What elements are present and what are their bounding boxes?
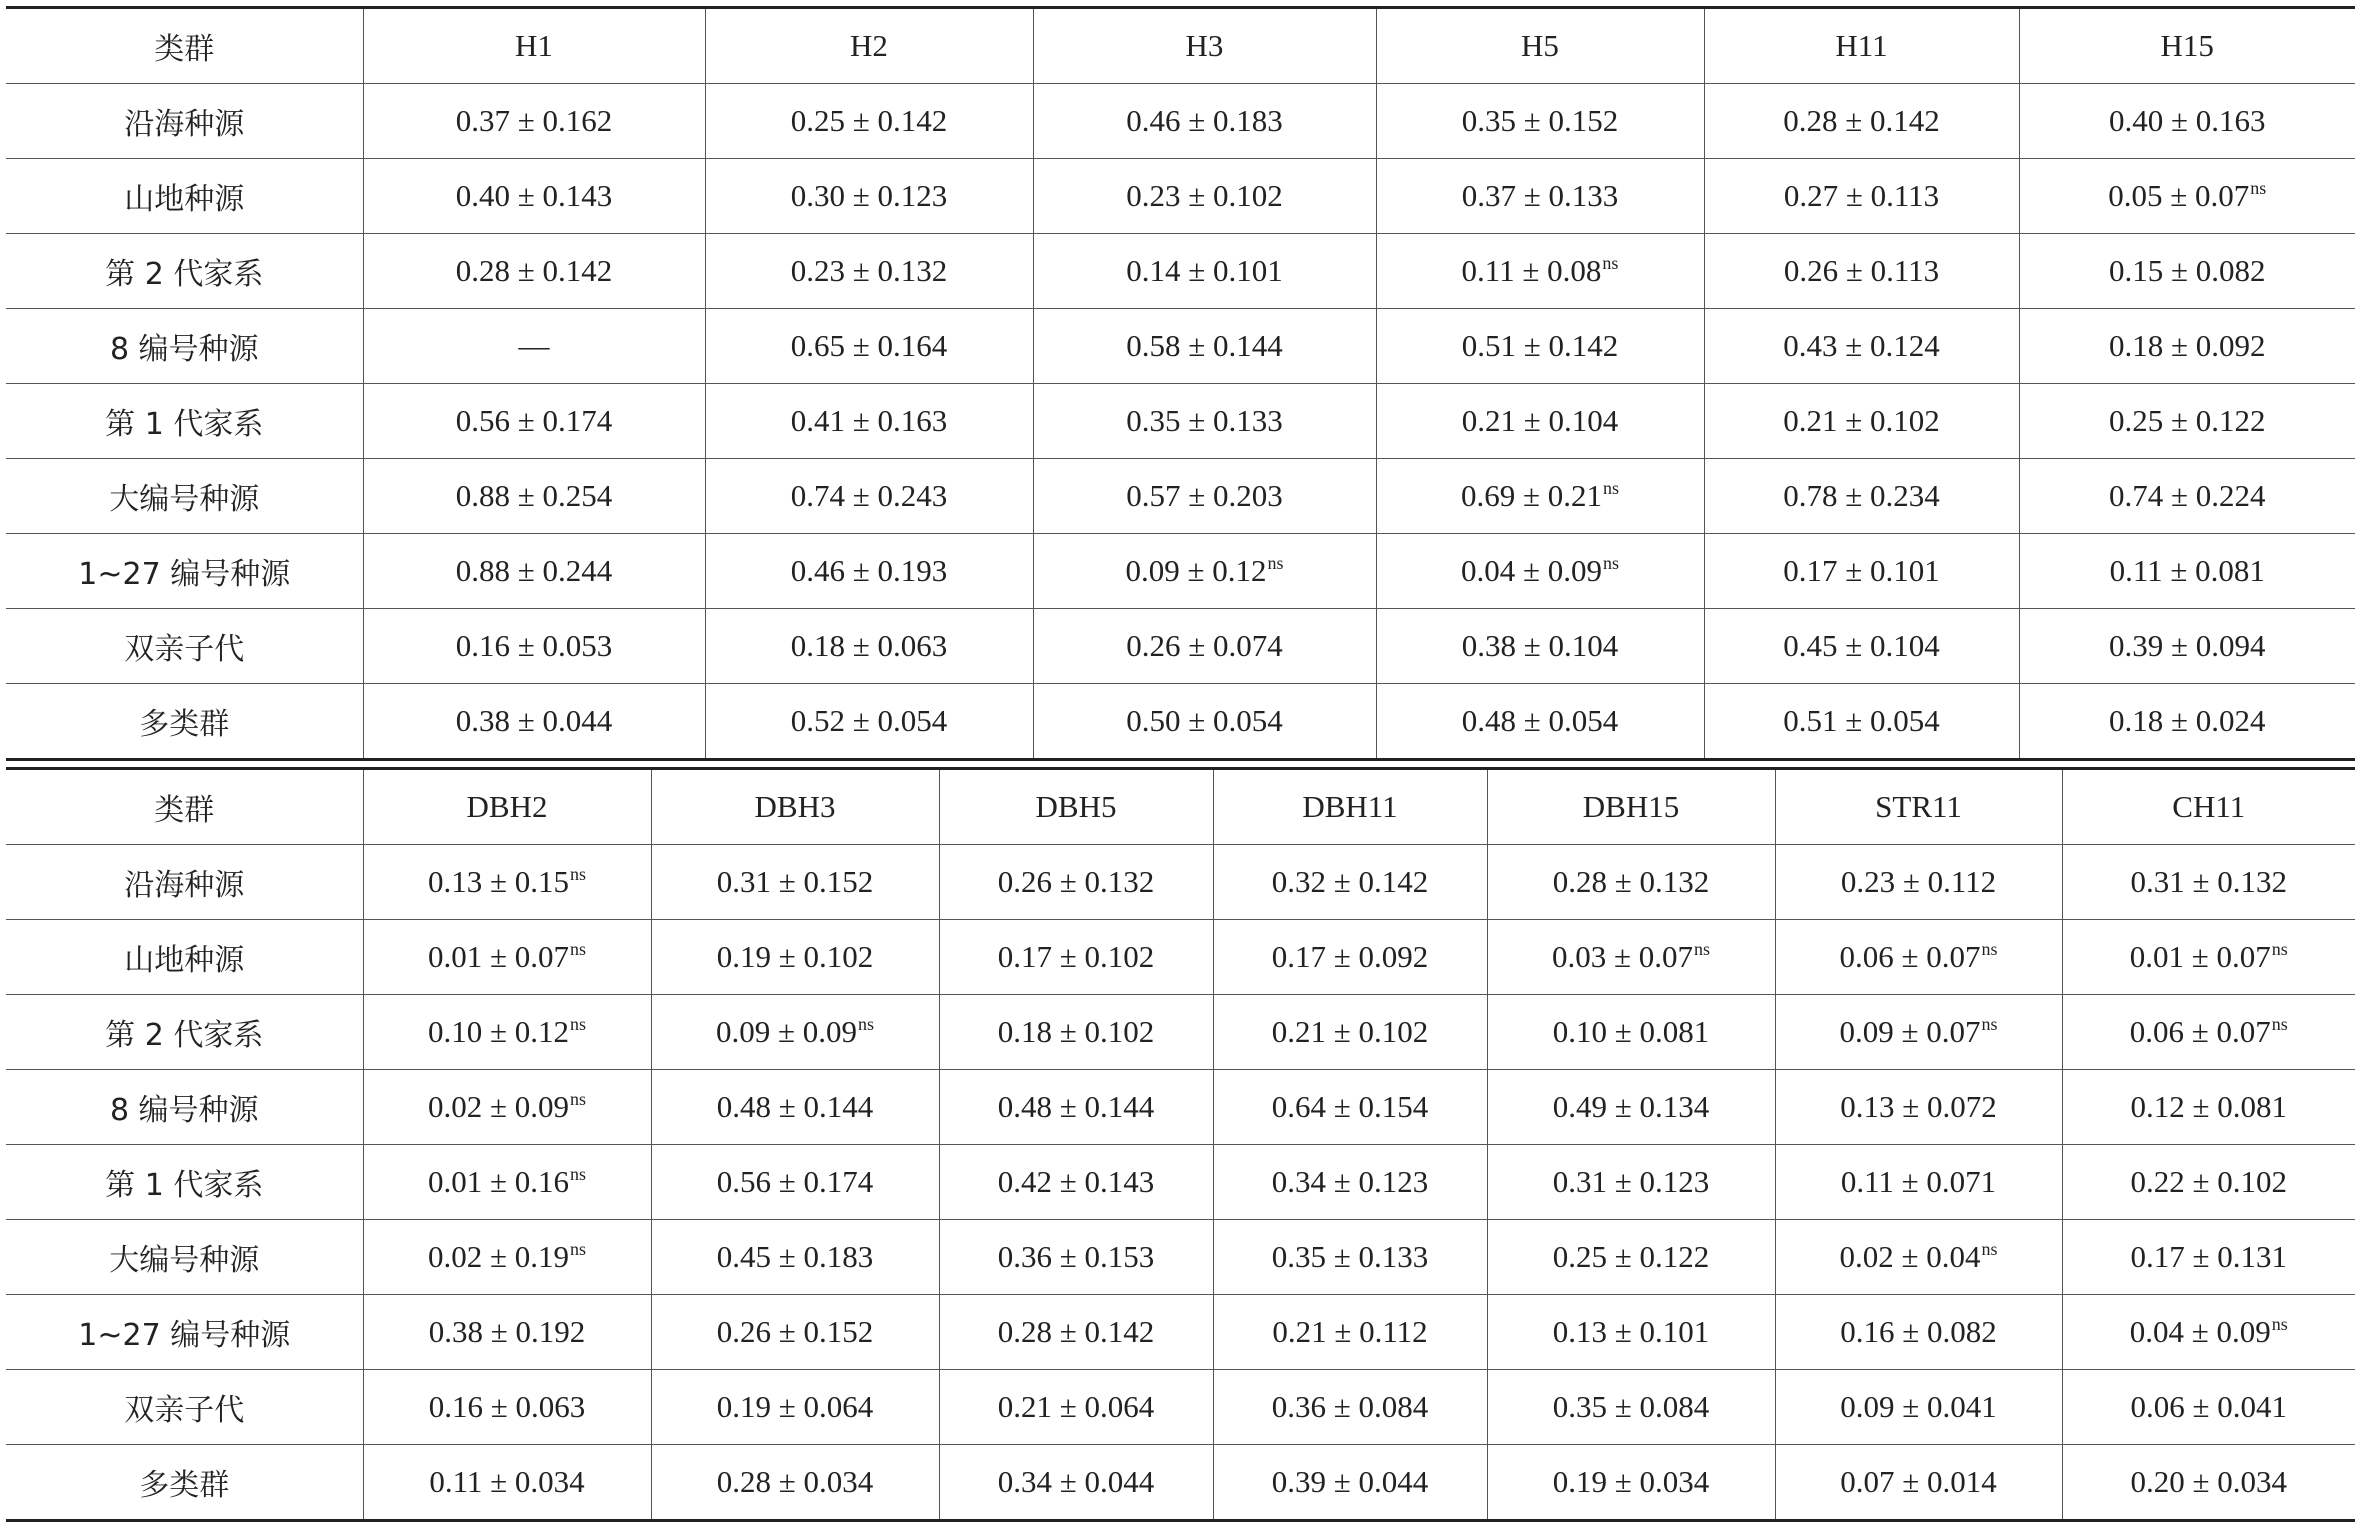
- significance-marker: ns: [2271, 1314, 2288, 1334]
- significance-marker: ns: [570, 1089, 587, 1109]
- value-cell: 0.27 ± 0.113: [1704, 159, 2019, 234]
- value-cell: 0.30 ± 0.123: [705, 159, 1033, 234]
- row-label: 8 编号种源: [6, 309, 363, 384]
- value-cell: 0.88 ± 0.244: [363, 534, 705, 609]
- value-cell: 0.38 ± 0.192: [363, 1295, 651, 1370]
- row-label: 双亲子代: [6, 1370, 363, 1445]
- value-cell: 0.34 ± 0.123: [1213, 1145, 1487, 1220]
- value-cell: 0.34 ± 0.044: [939, 1445, 1213, 1521]
- value-cell: 0.21 ± 0.102: [1213, 995, 1487, 1070]
- value-cell: $0.11 \pm 0.08^{ns}$: [1376, 234, 1704, 309]
- value-cell: 0.26 ± 0.152: [651, 1295, 939, 1370]
- value-cell: 0.28 ± 0.142: [1704, 84, 2019, 159]
- value-cell: 0.32 ± 0.142: [1213, 845, 1487, 920]
- value-cell: 0.20 ± 0.034: [2062, 1445, 2355, 1521]
- value-cell: 0.39 ± 0.094: [2019, 609, 2355, 684]
- table-row: [6, 534, 2355, 609]
- value-cell: 0.31 ± 0.132: [2062, 845, 2355, 920]
- column-header-dbh11: DBH11: [1213, 769, 1487, 845]
- table-row: [6, 920, 2355, 995]
- value-cell: $0.02 \pm 0.09^{ns}$: [363, 1070, 651, 1145]
- table-row: [6, 384, 2355, 459]
- significance-marker: ns: [1981, 939, 1998, 959]
- table-row: [6, 1145, 2355, 1220]
- value-cell: $0.69 \pm 0.21^{ns}$: [1376, 459, 1704, 534]
- value-cell: 0.40 ± 0.143: [363, 159, 705, 234]
- value-cell: 0.31 ± 0.123: [1487, 1145, 1775, 1220]
- row-label: 山地种源: [6, 920, 363, 995]
- value-cell: 0.17 ± 0.102: [939, 920, 1213, 995]
- value-cell: 0.21 ± 0.104: [1376, 384, 1704, 459]
- value-cell: 0.23 ± 0.112: [1775, 845, 2062, 920]
- value-cell: 0.51 ± 0.142: [1376, 309, 1704, 384]
- value-cell: $0.05 \pm 0.07^{ns}$: [2019, 159, 2355, 234]
- significance-marker: ns: [570, 1164, 587, 1184]
- value-cell: 0.57 ± 0.203: [1033, 459, 1376, 534]
- value-cell: 0.40 ± 0.163: [2019, 84, 2355, 159]
- column-header-h11: H11: [1704, 8, 2019, 84]
- value-cell: 0.21 ± 0.112: [1213, 1295, 1487, 1370]
- significance-marker: ns: [2271, 939, 2288, 959]
- row-label: 多类群: [6, 1445, 363, 1521]
- value-cell: 0.26 ± 0.132: [939, 845, 1213, 920]
- value-cell: $0.04 \pm 0.09^{ns}$: [1376, 534, 1704, 609]
- row-label: 沿海种源: [6, 84, 363, 159]
- value-cell: 0.78 ± 0.234: [1704, 459, 2019, 534]
- value-cell: 0.42 ± 0.143: [939, 1145, 1213, 1220]
- column-header-dbh15: DBH15: [1487, 769, 1775, 845]
- row-label: 8 编号种源: [6, 1070, 363, 1145]
- value-cell: 0.37 ± 0.133: [1376, 159, 1704, 234]
- table-body: [6, 845, 2355, 1521]
- value-cell: 0.15 ± 0.082: [2019, 234, 2355, 309]
- value-cell: 0.21 ± 0.064: [939, 1370, 1213, 1445]
- row-label: 大编号种源: [6, 459, 363, 534]
- value-cell: 0.13 ± 0.101: [1487, 1295, 1775, 1370]
- value-cell: $0.06 \pm 0.07^{ns}$: [1775, 920, 2062, 995]
- table-row: [6, 1295, 2355, 1370]
- value-cell: 0.14 ± 0.101: [1033, 234, 1376, 309]
- significance-marker: ns: [570, 939, 587, 959]
- value-cell: 0.17 ± 0.092: [1213, 920, 1487, 995]
- row-label: 1~27 编号种源: [6, 534, 363, 609]
- significance-marker: ns: [2250, 178, 2267, 198]
- table-header: [6, 8, 2355, 84]
- value-cell: 0.17 ± 0.101: [1704, 534, 2019, 609]
- row-label: 第 1 代家系: [6, 384, 363, 459]
- value-cell: 0.18 ± 0.102: [939, 995, 1213, 1070]
- value-cell: $0.01 \pm 0.07^{ns}$: [363, 920, 651, 995]
- row-label: 双亲子代: [6, 609, 363, 684]
- header-row: [6, 8, 2355, 84]
- significance-marker: ns: [1602, 253, 1619, 273]
- value-cell: 0.25 ± 0.122: [1487, 1220, 1775, 1295]
- value-cell: 0.17 ± 0.131: [2062, 1220, 2355, 1295]
- value-cell: $0.01 \pm 0.16^{ns}$: [363, 1145, 651, 1220]
- value-cell: 0.41 ± 0.163: [705, 384, 1033, 459]
- value-cell: 0.35 ± 0.084: [1487, 1370, 1775, 1445]
- value-cell: 0.21 ± 0.102: [1704, 384, 2019, 459]
- table-header: [6, 769, 2355, 845]
- table-row: [6, 845, 2355, 920]
- value-cell: 0.31 ± 0.152: [651, 845, 939, 920]
- table-body: [6, 84, 2355, 760]
- row-label: 沿海种源: [6, 845, 363, 920]
- document-page: [6, 6, 2355, 1522]
- value-cell: 0.22 ± 0.102: [2062, 1145, 2355, 1220]
- table-row: [6, 1445, 2355, 1521]
- height-heritability-table: [6, 6, 2355, 761]
- row-label: 大编号种源: [6, 1220, 363, 1295]
- table-row: [6, 309, 2355, 384]
- value-cell: 0.16 ± 0.082: [1775, 1295, 2062, 1370]
- value-cell: 0.36 ± 0.084: [1213, 1370, 1487, 1445]
- column-header-dbh3: DBH3: [651, 769, 939, 845]
- value-cell: 0.25 ± 0.122: [2019, 384, 2355, 459]
- value-cell: 0.56 ± 0.174: [651, 1145, 939, 1220]
- significance-marker: ns: [1267, 553, 1284, 573]
- value-cell: $0.04 \pm 0.09^{ns}$: [2062, 1295, 2355, 1370]
- value-cell: 0.28 ± 0.132: [1487, 845, 1775, 920]
- significance-marker: ns: [1981, 1239, 1998, 1259]
- value-cell: 0.11 ± 0.071: [1775, 1145, 2062, 1220]
- value-cell: $0.09 \pm 0.12^{ns}$: [1033, 534, 1376, 609]
- value-cell: 0.23 ± 0.132: [705, 234, 1033, 309]
- value-cell: 0.28 ± 0.142: [363, 234, 705, 309]
- value-cell: $0.03 \pm 0.07^{ns}$: [1487, 920, 1775, 995]
- value-cell: $0.09 \pm 0.09^{ns}$: [651, 995, 939, 1070]
- value-cell: 0.16 ± 0.063: [363, 1370, 651, 1445]
- value-cell: 0.38 ± 0.104: [1376, 609, 1704, 684]
- value-cell: 0.25 ± 0.142: [705, 84, 1033, 159]
- value-cell: $0.13 \pm 0.15^{ns}$: [363, 845, 651, 920]
- column-header-h2: H2: [705, 8, 1033, 84]
- dbh-heritability-table: [6, 767, 2355, 1522]
- value-cell: 0.37 ± 0.162: [363, 84, 705, 159]
- value-cell: 0.11 ± 0.081: [2019, 534, 2355, 609]
- value-cell: 0.19 ± 0.102: [651, 920, 939, 995]
- value-cell: 0.18 ± 0.024: [2019, 684, 2355, 760]
- value-cell: 0.45 ± 0.104: [1704, 609, 2019, 684]
- table-row: [6, 1220, 2355, 1295]
- column-header-dbh2: DBH2: [363, 769, 651, 845]
- significance-marker: ns: [1981, 1014, 1998, 1034]
- value-cell: 0.74 ± 0.243: [705, 459, 1033, 534]
- column-header-group: 类群: [6, 769, 363, 845]
- value-cell: 0.46 ± 0.183: [1033, 84, 1376, 159]
- value-cell: 0.23 ± 0.102: [1033, 159, 1376, 234]
- column-header-h5: H5: [1376, 8, 1704, 84]
- column-header-h3: H3: [1033, 8, 1376, 84]
- value-cell: 0.36 ± 0.153: [939, 1220, 1213, 1295]
- value-cell: —: [363, 309, 705, 384]
- table-row: [6, 1370, 2355, 1445]
- value-cell: 0.64 ± 0.154: [1213, 1070, 1487, 1145]
- row-label: 第 2 代家系: [6, 995, 363, 1070]
- significance-marker: ns: [1603, 553, 1620, 573]
- table-row: [6, 234, 2355, 309]
- header-row: [6, 769, 2355, 845]
- significance-marker: ns: [858, 1014, 875, 1034]
- significance-marker: ns: [2271, 1014, 2288, 1034]
- value-cell: 0.43 ± 0.124: [1704, 309, 2019, 384]
- value-cell: 0.10 ± 0.081: [1487, 995, 1775, 1070]
- column-header-ch11: CH11: [2062, 769, 2355, 845]
- value-cell: 0.45 ± 0.183: [651, 1220, 939, 1295]
- value-cell: 0.07 ± 0.014: [1775, 1445, 2062, 1521]
- value-cell: $0.02 \pm 0.04^{ns}$: [1775, 1220, 2062, 1295]
- value-cell: 0.35 ± 0.133: [1033, 384, 1376, 459]
- table-row: [6, 609, 2355, 684]
- value-cell: 0.88 ± 0.254: [363, 459, 705, 534]
- value-cell: 0.19 ± 0.034: [1487, 1445, 1775, 1521]
- value-cell: 0.35 ± 0.152: [1376, 84, 1704, 159]
- table-row: [6, 459, 2355, 534]
- value-cell: 0.13 ± 0.072: [1775, 1070, 2062, 1145]
- value-cell: 0.52 ± 0.054: [705, 684, 1033, 760]
- significance-marker: ns: [570, 1239, 587, 1259]
- table-row: [6, 159, 2355, 234]
- column-header-h15: H15: [2019, 8, 2355, 84]
- table-row: [6, 995, 2355, 1070]
- value-cell: 0.26 ± 0.113: [1704, 234, 2019, 309]
- table-row: [6, 684, 2355, 760]
- table-row: [6, 1070, 2355, 1145]
- value-cell: 0.35 ± 0.133: [1213, 1220, 1487, 1295]
- value-cell: 0.48 ± 0.144: [651, 1070, 939, 1145]
- value-cell: $0.06 \pm 0.07^{ns}$: [2062, 995, 2355, 1070]
- column-header-str11: STR11: [1775, 769, 2062, 845]
- value-cell: 0.28 ± 0.034: [651, 1445, 939, 1521]
- value-cell: $0.01 \pm 0.07^{ns}$: [2062, 920, 2355, 995]
- column-header-group: 类群: [6, 8, 363, 84]
- row-label: 第 2 代家系: [6, 234, 363, 309]
- value-cell: 0.38 ± 0.044: [363, 684, 705, 760]
- value-cell: 0.19 ± 0.064: [651, 1370, 939, 1445]
- significance-marker: ns: [1603, 478, 1620, 498]
- value-cell: 0.28 ± 0.142: [939, 1295, 1213, 1370]
- value-cell: 0.06 ± 0.041: [2062, 1370, 2355, 1445]
- value-cell: $0.09 \pm 0.07^{ns}$: [1775, 995, 2062, 1070]
- table-row: [6, 84, 2355, 159]
- value-cell: 0.65 ± 0.164: [705, 309, 1033, 384]
- value-cell: 0.58 ± 0.144: [1033, 309, 1376, 384]
- value-cell: 0.16 ± 0.053: [363, 609, 705, 684]
- value-cell: 0.46 ± 0.193: [705, 534, 1033, 609]
- value-cell: 0.49 ± 0.134: [1487, 1070, 1775, 1145]
- value-cell: 0.09 ± 0.041: [1775, 1370, 2062, 1445]
- value-cell: $0.02 \pm 0.19^{ns}$: [363, 1220, 651, 1295]
- column-header-dbh5: DBH5: [939, 769, 1213, 845]
- value-cell: 0.50 ± 0.054: [1033, 684, 1376, 760]
- row-label: 1~27 编号种源: [6, 1295, 363, 1370]
- value-cell: 0.12 ± 0.081: [2062, 1070, 2355, 1145]
- value-cell: 0.51 ± 0.054: [1704, 684, 2019, 760]
- value-cell: 0.11 ± 0.034: [363, 1445, 651, 1521]
- value-cell: 0.26 ± 0.074: [1033, 609, 1376, 684]
- significance-marker: ns: [570, 1014, 587, 1034]
- value-cell: 0.39 ± 0.044: [1213, 1445, 1487, 1521]
- significance-marker: ns: [570, 864, 587, 884]
- significance-marker: ns: [1694, 939, 1711, 959]
- row-label: 多类群: [6, 684, 363, 760]
- value-cell: 0.48 ± 0.054: [1376, 684, 1704, 760]
- column-header-h1: H1: [363, 8, 705, 84]
- value-cell: 0.18 ± 0.063: [705, 609, 1033, 684]
- value-cell: $0.10 \pm 0.12^{ns}$: [363, 995, 651, 1070]
- row-label: 山地种源: [6, 159, 363, 234]
- value-cell: 0.48 ± 0.144: [939, 1070, 1213, 1145]
- row-label: 第 1 代家系: [6, 1145, 363, 1220]
- value-cell: 0.56 ± 0.174: [363, 384, 705, 459]
- value-cell: 0.74 ± 0.224: [2019, 459, 2355, 534]
- value-cell: 0.18 ± 0.092: [2019, 309, 2355, 384]
